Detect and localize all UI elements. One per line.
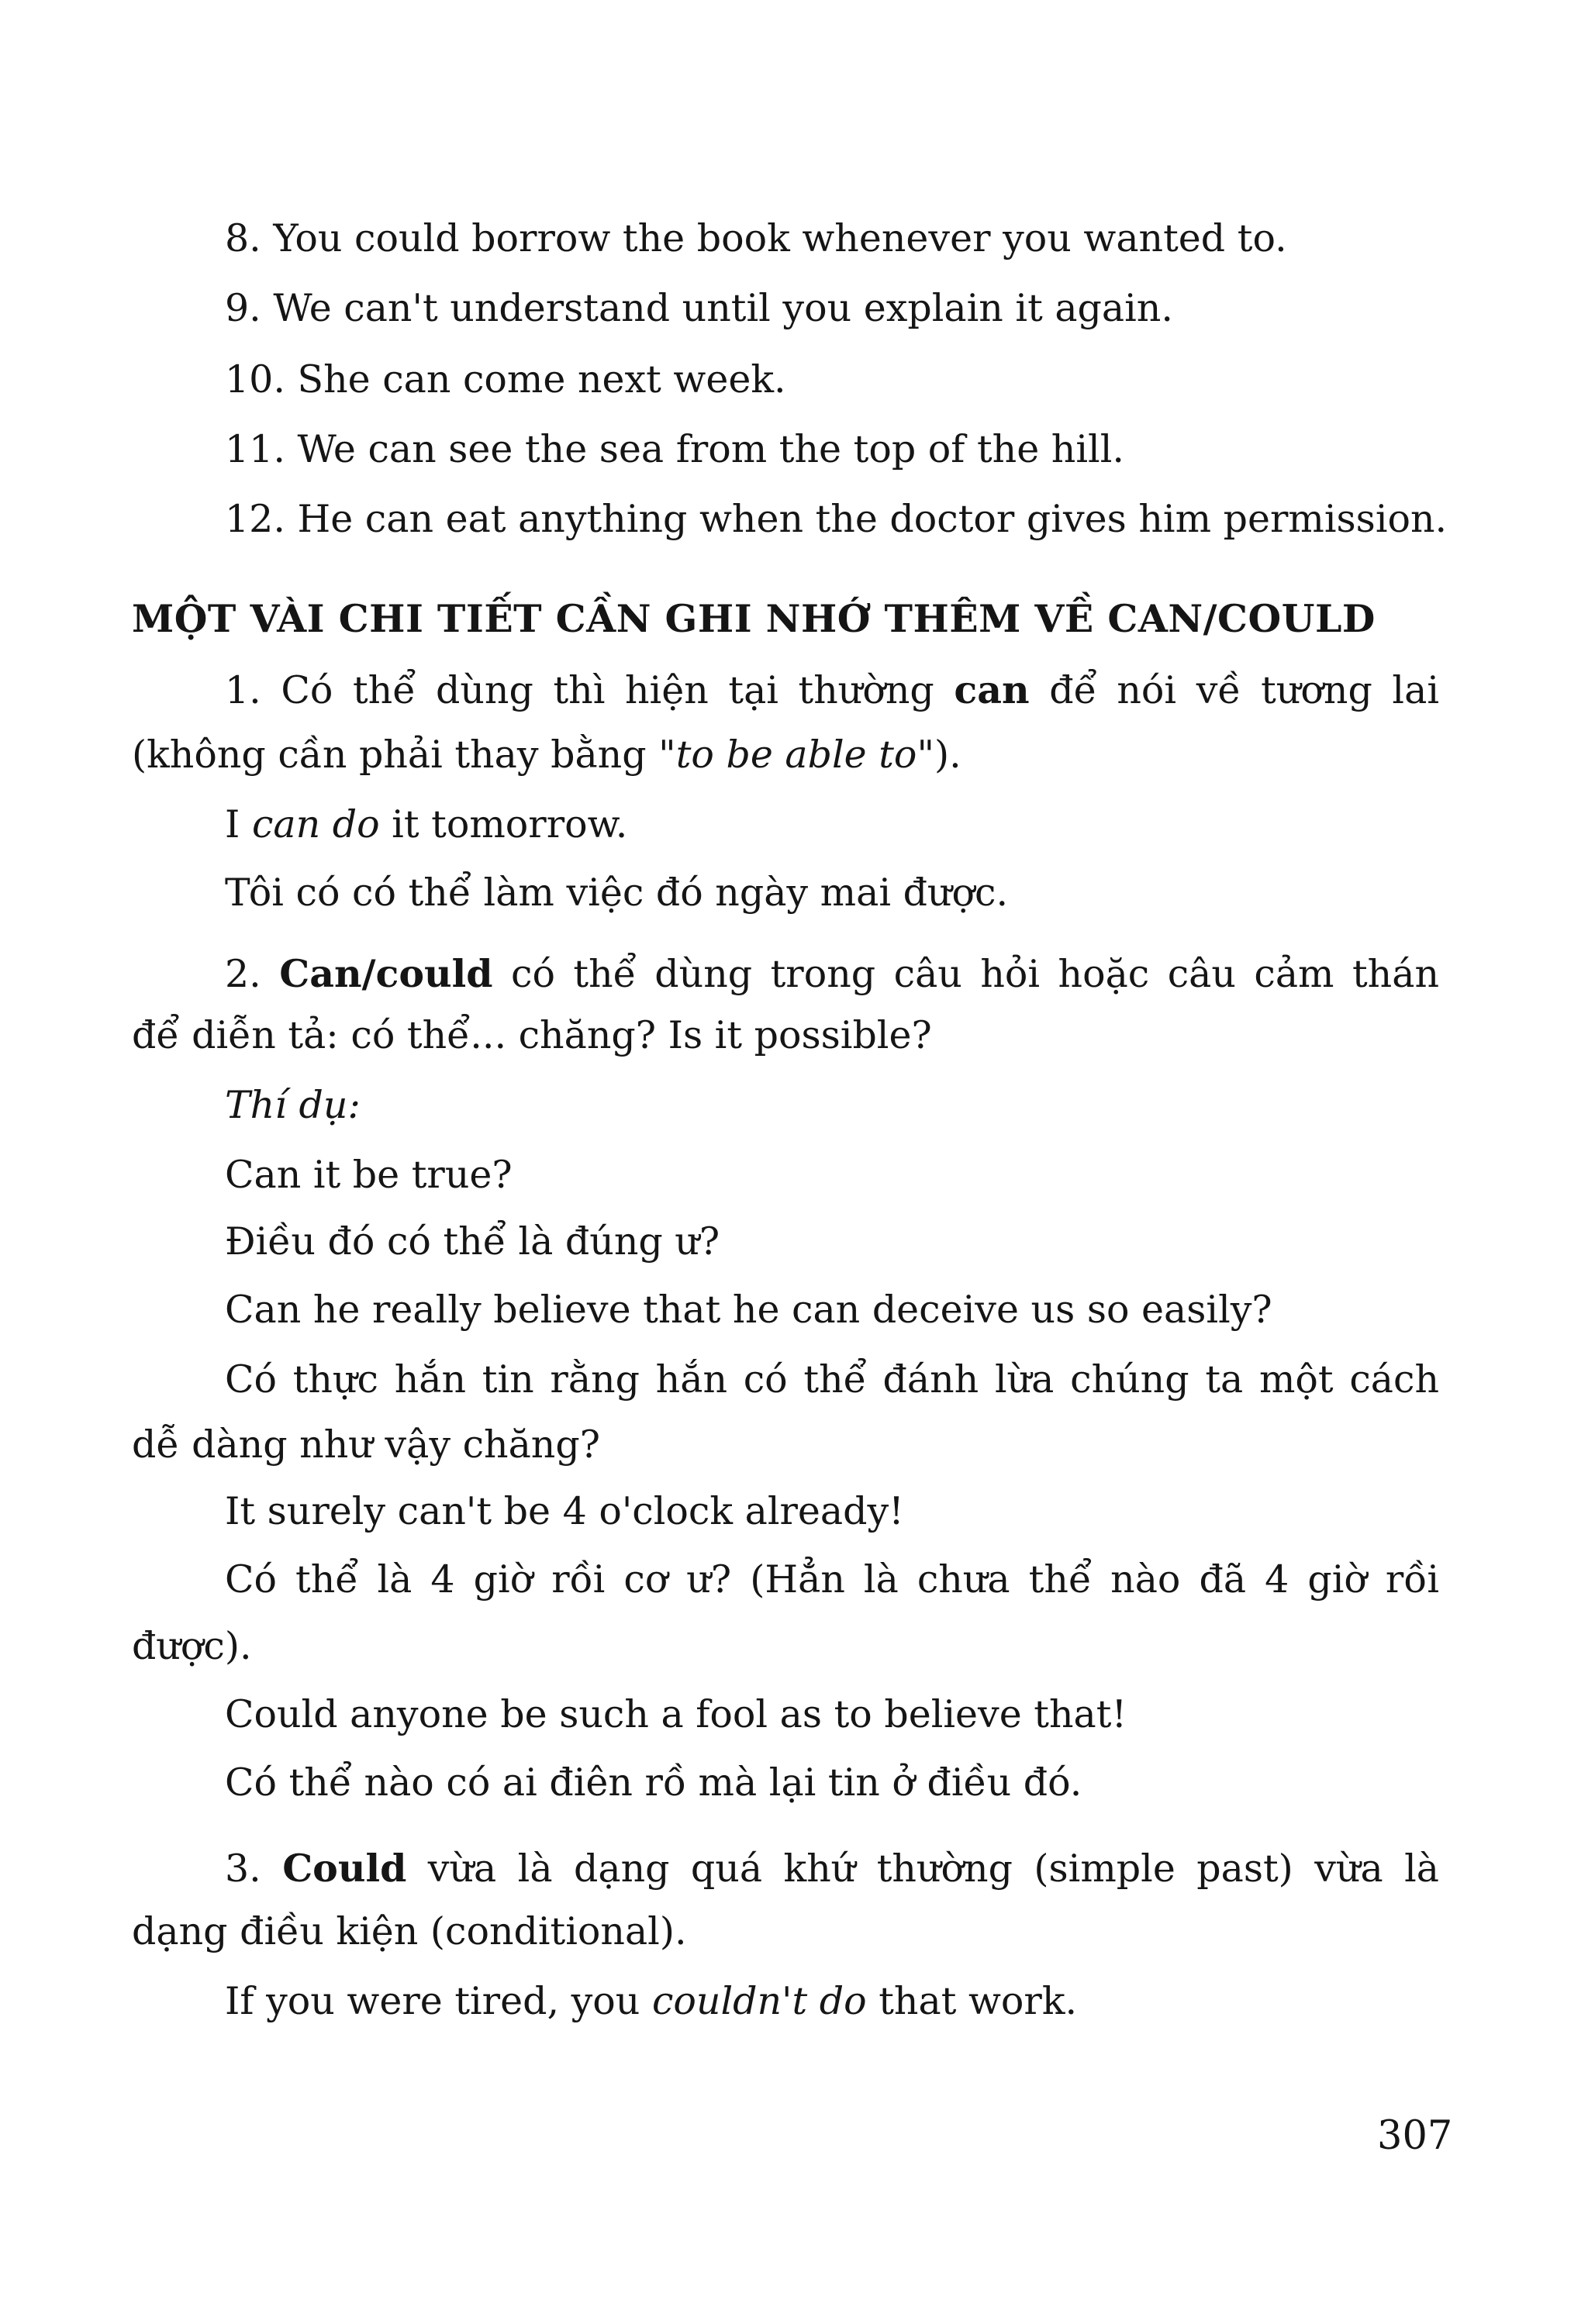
- point-3-line-1: [225, 1845, 1439, 1892]
- exercise-item: 11. We can see the sea from the top of the hill.: [225, 427, 1124, 471]
- point-2-keyword: Can/could: [279, 951, 493, 996]
- example-3-vi-line-1: Có thể là 4 giờ rồi cơ ư? (Hẳn là chưa thể nào đã 4 giờ rồi: [225, 1557, 1439, 1602]
- point-1-text: 1. Có thể dùng thì hiện tại thường: [225, 668, 955, 712]
- page-number: 307: [1377, 2113, 1453, 2159]
- point-3-line-2: dạng điều kiện (conditional).: [132, 1909, 687, 1953]
- example-1-en: Can it be true?: [225, 1153, 513, 1197]
- point-1-example-vi: Tôi có có thể làm việc đó ngày mai được.: [225, 871, 1009, 915]
- example-text: If you were tired, you: [225, 1979, 652, 2023]
- example-2-en: Can he really believe that he can deceive us so easily?: [225, 1288, 1272, 1332]
- point-1-line-2-end: ").: [917, 733, 961, 777]
- point-3-text-rest: vừa là dạng quá khứ thường (simple past) vừa là: [406, 1846, 1439, 1891]
- example-text: I: [225, 802, 252, 847]
- example-italic: can do: [251, 802, 380, 847]
- section-heading: MỘT VÀI CHI TIẾT CẦN GHI NHỚ THÊM VỀ CAN/COULD: [132, 596, 1376, 641]
- point-1-italic-phrase: to be able to: [675, 733, 917, 777]
- point-3-keyword: Could: [282, 1846, 407, 1891]
- exercise-item: 9. We can't understand until you explain it again.: [225, 286, 1173, 330]
- example-2-vi-line-2: dễ dàng như vậy chăng?: [132, 1422, 600, 1467]
- example-3-vi-line-2: được).: [132, 1624, 252, 1668]
- example-3-en: It surely can't be 4 o'clock already!: [225, 1489, 904, 1533]
- point-3-example: [225, 1978, 1077, 2025]
- point-1-line-1: [225, 667, 1439, 714]
- point-1-line-2-text: (không cần phải thay bằng ": [132, 733, 676, 777]
- example-1-vi: Điều đó có thể là đúng ư?: [225, 1219, 720, 1264]
- point-1-text-rest: để nói về tương lai: [1029, 668, 1439, 712]
- point-2-line-1: [225, 950, 1439, 998]
- point-1-example-en: [225, 802, 627, 848]
- point-2-line-2: để diễn tả: có thể... chăng? Is it possible?: [132, 1013, 932, 1057]
- exercise-item: 12. He can eat anything when the doctor gives him permission.: [225, 497, 1448, 541]
- exercise-item: 8. You could borrow the book whenever you wanted to.: [225, 216, 1287, 260]
- example-2-vi-line-1: Có thực hắn tin rằng hắn có thể đánh lừa chúng ta một cách: [225, 1357, 1439, 1402]
- point-1-keyword: can: [954, 667, 1030, 712]
- example-italic: couldn't do: [651, 1979, 867, 2023]
- point-2-number: 2.: [225, 952, 280, 996]
- point-2-text-rest: có thể dùng trong câu hỏi hoặc câu cảm thán: [492, 952, 1440, 996]
- example-text-end: that work.: [866, 1979, 1078, 2023]
- example-text-end: it tomorrow.: [379, 802, 628, 847]
- example-4-en: Could anyone be such a fool as to believe that!: [225, 1692, 1127, 1736]
- point-1-line-2: [132, 732, 961, 778]
- example-label: Thí dụ:: [225, 1083, 361, 1127]
- point-3-number: 3.: [225, 1846, 283, 1891]
- example-4-vi: Có thể nào có ai điên rồ mà lại tin ở điều đó.: [225, 1760, 1082, 1805]
- exercise-item: 10. She can come next week.: [225, 357, 786, 402]
